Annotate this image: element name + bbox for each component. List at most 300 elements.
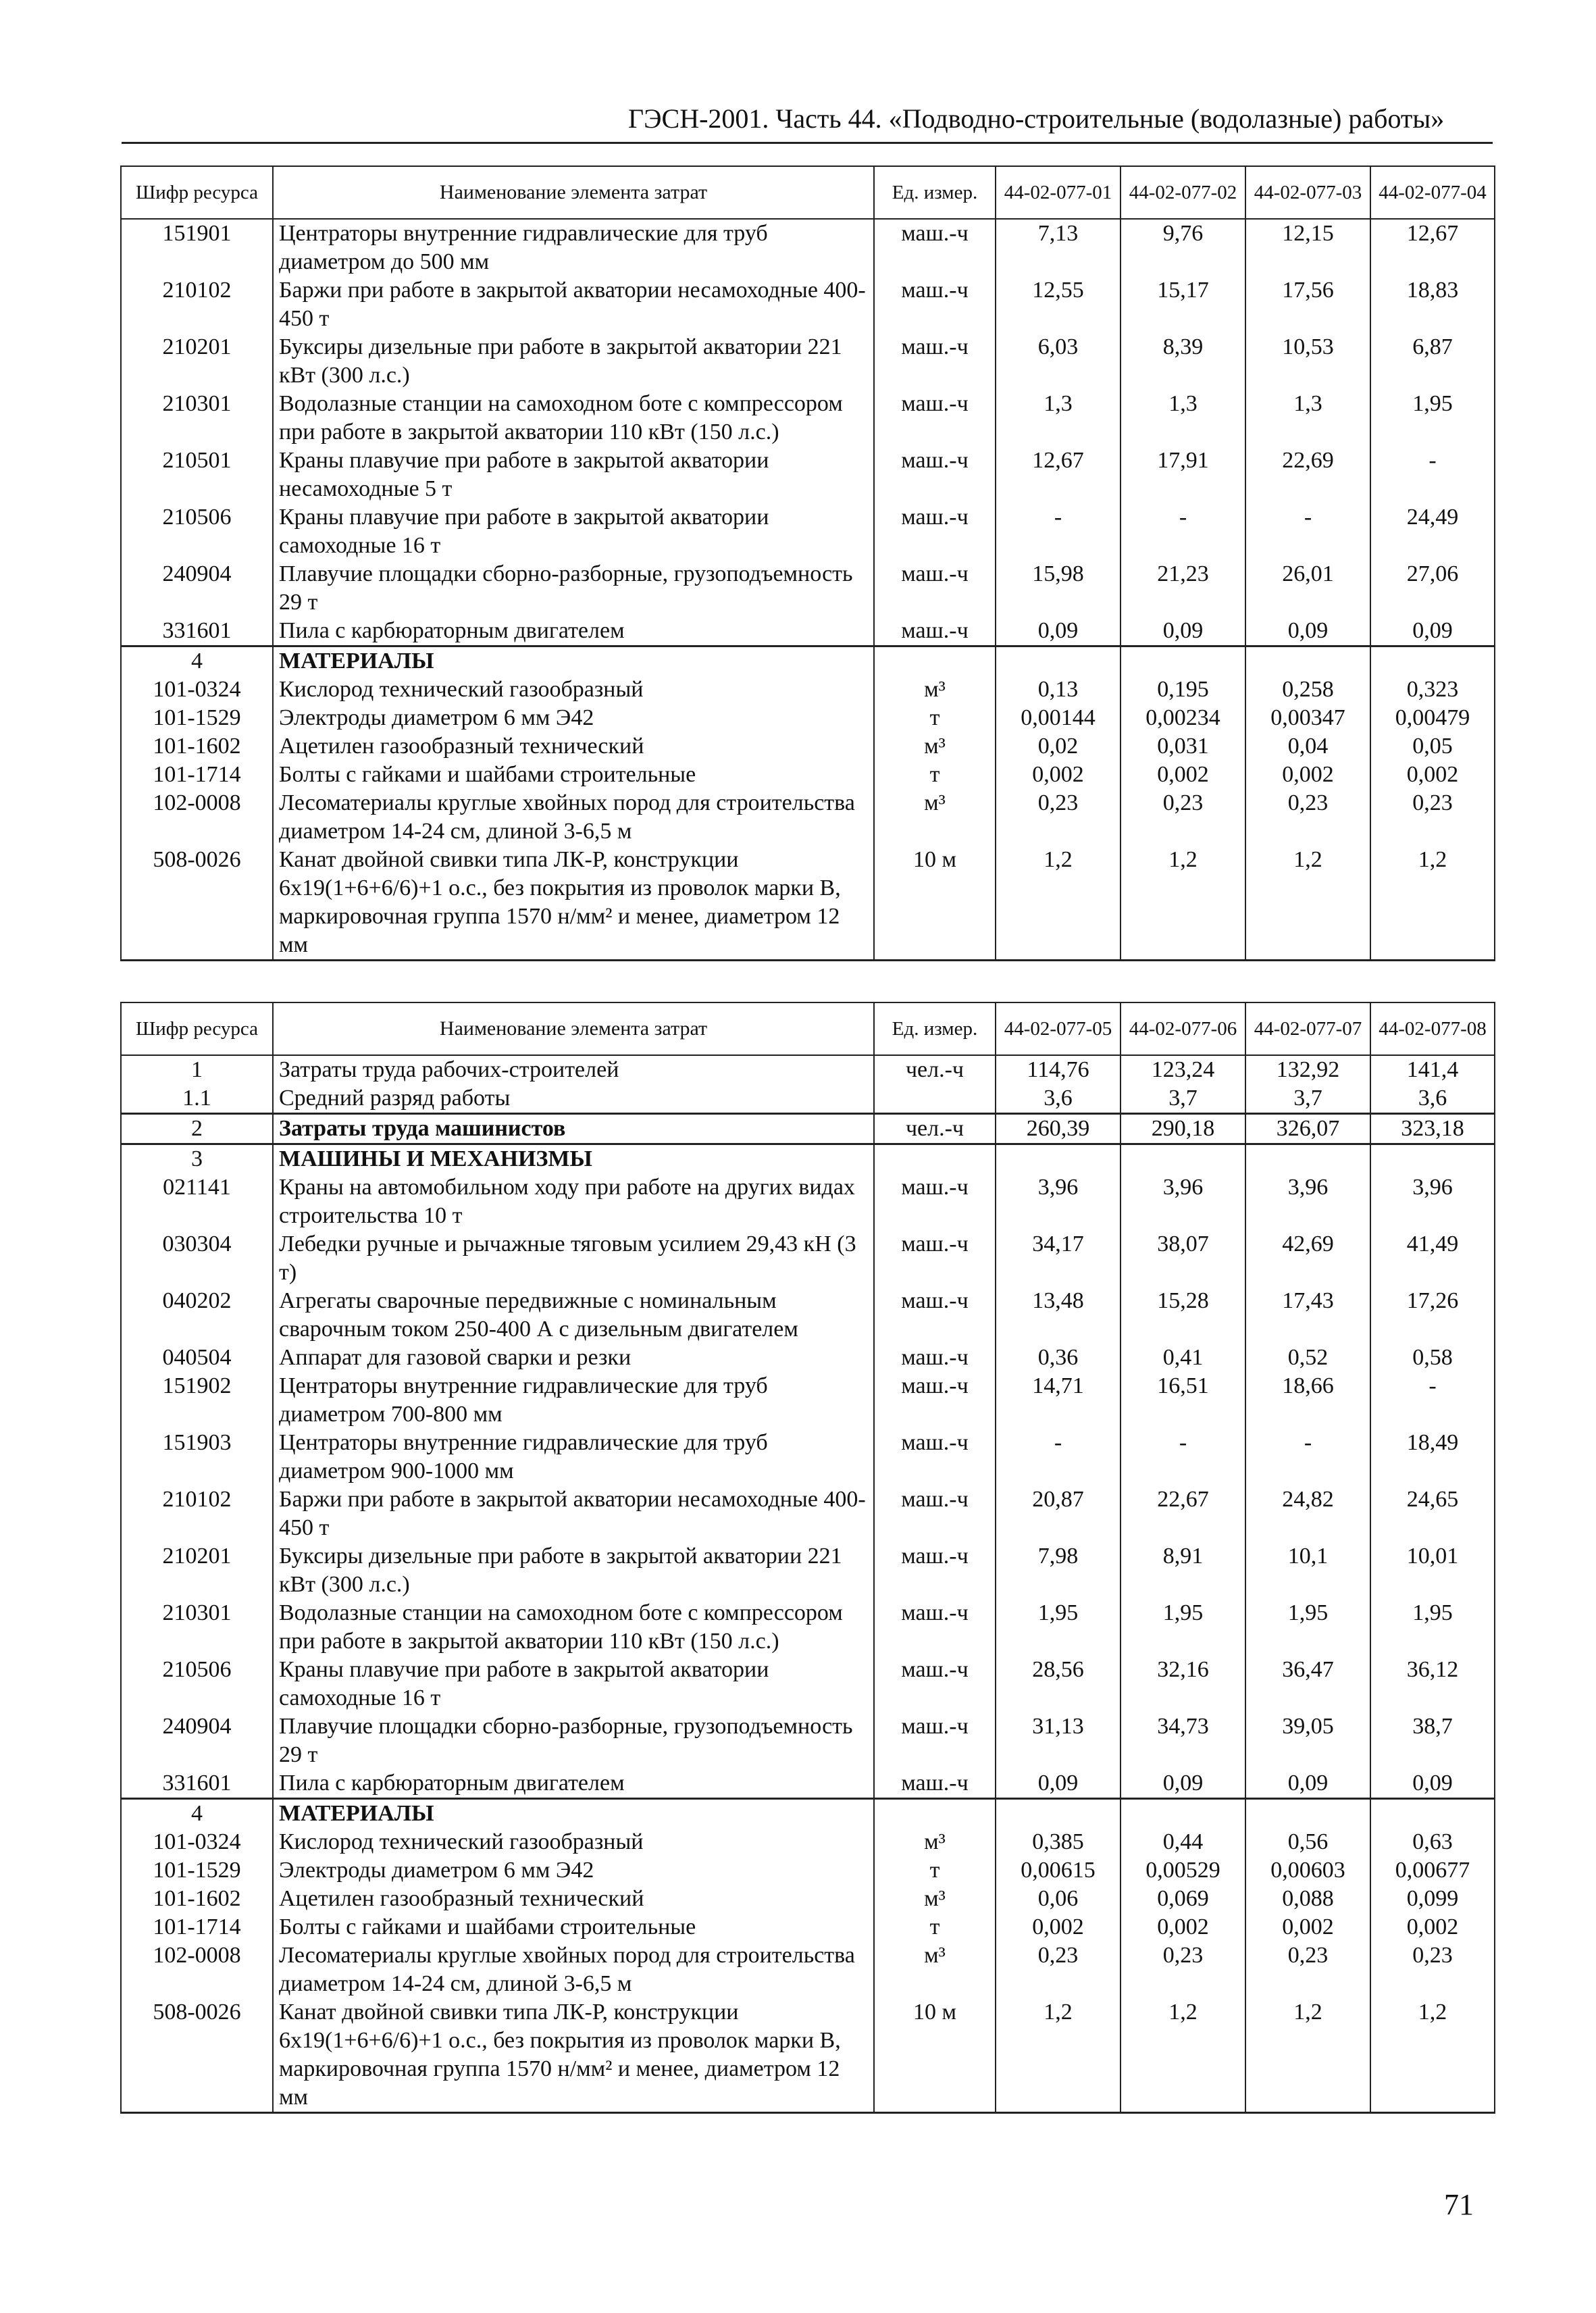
value-cell: 6,87 — [1370, 333, 1495, 390]
value-cell: 0,09 — [1245, 617, 1370, 646]
value-cell: 8,91 — [1121, 1542, 1245, 1599]
value-cell: 12,15 — [1245, 219, 1370, 276]
value-cell: - — [996, 503, 1121, 560]
value-cell: 24,65 — [1370, 1485, 1495, 1542]
table-row — [121, 761, 1495, 789]
value-cell: 1,95 — [1121, 1599, 1245, 1656]
value-cell: 0,23 — [1370, 1941, 1495, 1998]
header-name: Наименование элемента затрат — [273, 1002, 874, 1055]
unit-cell: маш.-ч — [874, 503, 996, 560]
value-cell: 15,17 — [1121, 276, 1245, 333]
resource-code-cell: 508-0026 — [121, 1998, 273, 2113]
value-cell: 17,91 — [1121, 447, 1245, 503]
value-cell: 3,7 — [1245, 1084, 1370, 1114]
value-cell: 34,73 — [1121, 1712, 1245, 1769]
resource-code-cell: 040504 — [121, 1344, 273, 1372]
unit-cell: т — [874, 1913, 996, 1941]
resource-code-cell: 1 — [121, 1055, 273, 1084]
value-cell: - — [1370, 447, 1495, 503]
value-cell: 18,66 — [1245, 1372, 1370, 1429]
value-cell: 1,95 — [1370, 390, 1495, 447]
value-cell: 3,96 — [1370, 1173, 1495, 1230]
table-row — [121, 1084, 1495, 1114]
resource-code-cell: 210102 — [121, 276, 273, 333]
header-rule — [122, 142, 1493, 144]
value-cell: 0,52 — [1245, 1344, 1370, 1372]
unit-cell: маш.-ч — [874, 276, 996, 333]
value-cell: 123,24 — [1121, 1055, 1245, 1084]
unit-cell: т — [874, 704, 996, 732]
table-row — [121, 1287, 1495, 1344]
value-cell: 0,56 — [1245, 1828, 1370, 1856]
table-row — [121, 1828, 1495, 1856]
resource-name-cell: Лесоматериалы круглые хвойных пород для строительства диаметром 14-24 см, длиной 3-6,5 м — [273, 1941, 874, 1998]
resource-name-cell: Ацетилен газообразный технический — [273, 1885, 874, 1913]
value-cell: 24,49 — [1370, 503, 1495, 560]
unit-cell: маш.-ч — [874, 390, 996, 447]
value-cell — [996, 646, 1121, 676]
resource-name-cell: Ацетилен газообразный технический — [273, 732, 874, 761]
value-cell: 1,2 — [1121, 846, 1245, 961]
resource-code-cell: 101-1529 — [121, 704, 273, 732]
resource-table-1 — [120, 166, 1495, 961]
value-cell: 0,002 — [1370, 761, 1495, 789]
resource-name-cell: Водолазные станции на самоходном боте с компрессором при работе в закрытой акватории 110 кВт (150 л.с.) — [273, 390, 874, 447]
resource-name-cell: МАТЕРИАЛЫ — [273, 1799, 874, 1829]
header-col-3: 44-02-077-03 — [1245, 166, 1370, 219]
resource-name-cell: Агрегаты сварочные передвижные с номинальным сварочным током 250-400 А с дизельным двигателем — [273, 1287, 874, 1344]
resource-name-cell: Центраторы внутренние гидравлические для труб диаметром 700-800 мм — [273, 1372, 874, 1429]
header-code: Шифр ресурса — [121, 1002, 273, 1055]
value-cell: - — [1121, 503, 1245, 560]
value-cell: 0,09 — [1370, 617, 1495, 646]
table-row — [121, 276, 1495, 333]
unit-cell: маш.-ч — [874, 1485, 996, 1542]
resource-name-cell: Центраторы внутренние гидравлические для труб диаметром до 500 мм — [273, 219, 874, 276]
value-cell: 0,00677 — [1370, 1856, 1495, 1885]
resource-name-cell: Аппарат для газовой сварки и резки — [273, 1344, 874, 1372]
unit-cell — [874, 1144, 996, 1174]
section-row — [121, 1144, 1495, 1174]
table-row — [121, 390, 1495, 447]
value-cell: 326,07 — [1245, 1114, 1370, 1144]
table-row — [121, 1055, 1495, 1084]
resource-code-cell: 101-1602 — [121, 1885, 273, 1913]
value-cell: 31,13 — [996, 1712, 1121, 1769]
value-cell: 132,92 — [1245, 1055, 1370, 1084]
resource-name-cell: Кислород технический газообразный — [273, 676, 874, 704]
value-cell — [1245, 646, 1370, 676]
header-code: Шифр ресурса — [121, 166, 273, 219]
value-cell: 0,09 — [996, 617, 1121, 646]
value-cell: 0,13 — [996, 676, 1121, 704]
value-cell: 0,09 — [1121, 1769, 1245, 1799]
value-cell: 3,6 — [996, 1084, 1121, 1114]
unit-cell: м³ — [874, 1885, 996, 1913]
resource-name-cell: Краны плавучие при работе в закрытой акватории несамоходные 5 т — [273, 447, 874, 503]
value-cell — [1245, 1799, 1370, 1829]
resource-code-cell: 331601 — [121, 1769, 273, 1799]
value-cell: 0,63 — [1370, 1828, 1495, 1856]
resource-name-cell: Краны плавучие при работе в закрытой акватории самоходные 16 т — [273, 1656, 874, 1712]
value-cell: 290,18 — [1121, 1114, 1245, 1144]
value-cell: 3,7 — [1121, 1084, 1245, 1114]
value-cell: 32,16 — [1121, 1656, 1245, 1712]
page-header: ГЭСН-2001. Часть 44. «Подводно-строительные (водолазные) работы» — [628, 103, 1445, 134]
value-cell: 0,002 — [1121, 1913, 1245, 1941]
value-cell: 0,04 — [1245, 732, 1370, 761]
value-cell: 3,96 — [996, 1173, 1121, 1230]
value-cell: 0,385 — [996, 1828, 1121, 1856]
resource-name-cell: Электроды диаметром 6 мм Э42 — [273, 1856, 874, 1885]
value-cell: 0,23 — [1370, 789, 1495, 846]
resource-code-cell: 151901 — [121, 219, 273, 276]
section-row — [121, 1799, 1495, 1829]
table-row — [121, 1542, 1495, 1599]
table-row — [121, 1599, 1495, 1656]
value-cell: 12,67 — [996, 447, 1121, 503]
value-cell: 16,51 — [1121, 1372, 1245, 1429]
value-cell: 114,76 — [996, 1055, 1121, 1084]
resource-name-cell: Плавучие площадки сборно-разборные, грузоподъемность 29 т — [273, 1712, 874, 1769]
table-body — [121, 1055, 1495, 2113]
unit-cell: маш.-ч — [874, 1230, 996, 1287]
value-cell: 0,09 — [1370, 1769, 1495, 1799]
value-cell: 0,00234 — [1121, 704, 1245, 732]
value-cell: 0,00347 — [1245, 704, 1370, 732]
table-row — [121, 846, 1495, 961]
table-row — [121, 560, 1495, 617]
resource-code-cell: 021141 — [121, 1173, 273, 1230]
resource-name-cell: Канат двойной свивки типа ЛК-Р, конструкции 6х19(1+6+6/6)+1 о.с., без покрытия из проволок марки В, маркировочная группа 1570 н/мм² и менее, диаметром 12 мм — [273, 1998, 874, 2113]
unit-cell: маш.-ч — [874, 219, 996, 276]
table-row — [121, 1998, 1495, 2113]
value-cell: 15,28 — [1121, 1287, 1245, 1344]
value-cell: 9,76 — [1121, 219, 1245, 276]
resource-code-cell: 4 — [121, 646, 273, 676]
value-cell: 21,23 — [1121, 560, 1245, 617]
value-cell: 1,2 — [1245, 846, 1370, 961]
resource-name-cell: Пила с карбюраторным двигателем — [273, 617, 874, 646]
value-cell — [1245, 1144, 1370, 1174]
table-row — [121, 219, 1495, 276]
unit-cell: 10 м — [874, 1998, 996, 2113]
table-row — [121, 1372, 1495, 1429]
value-cell: 1,95 — [1370, 1599, 1495, 1656]
value-cell: 6,03 — [996, 333, 1121, 390]
header-col-4: 44-02-077-04 — [1370, 166, 1495, 219]
table-row — [121, 1913, 1495, 1941]
value-cell: - — [1245, 1429, 1370, 1485]
value-cell — [1370, 646, 1495, 676]
value-cell — [996, 1144, 1121, 1174]
value-cell: - — [1245, 503, 1370, 560]
value-cell: 12,55 — [996, 276, 1121, 333]
value-cell: 0,23 — [996, 1941, 1121, 1998]
unit-cell — [874, 1084, 996, 1114]
value-cell: 0,00479 — [1370, 704, 1495, 732]
resource-code-cell: 040202 — [121, 1287, 273, 1344]
header-col-3: 44-02-077-07 — [1245, 1002, 1370, 1055]
unit-cell: маш.-ч — [874, 1712, 996, 1769]
resource-name-cell: Центраторы внутренние гидравлические для труб диаметром 900-1000 мм — [273, 1429, 874, 1485]
resource-name-cell: Водолазные станции на самоходном боте с компрессором при работе в закрытой акватории 110 кВт (150 л.с.) — [273, 1599, 874, 1656]
resource-code-cell: 101-1529 — [121, 1856, 273, 1885]
unit-cell: т — [874, 1856, 996, 1885]
value-cell: 0,06 — [996, 1885, 1121, 1913]
unit-cell: маш.-ч — [874, 617, 996, 646]
value-cell: 1,2 — [1370, 846, 1495, 961]
value-cell: 0,41 — [1121, 1344, 1245, 1372]
value-cell: 10,53 — [1245, 333, 1370, 390]
value-cell: 1,95 — [1245, 1599, 1370, 1656]
value-cell: 3,96 — [1121, 1173, 1245, 1230]
resource-name-cell: Лебедки ручные и рычажные тяговым усилием 29,43 кН (3 т) — [273, 1230, 874, 1287]
unit-cell: маш.-ч — [874, 447, 996, 503]
header-col-1: 44-02-077-05 — [996, 1002, 1121, 1055]
table-row — [121, 1941, 1495, 1998]
unit-cell: маш.-ч — [874, 1344, 996, 1372]
resource-name-cell: МАШИНЫ И МЕХАНИЗМЫ — [273, 1144, 874, 1174]
table-row — [121, 1429, 1495, 1485]
resource-name-cell: Болты с гайками и шайбами строительные — [273, 761, 874, 789]
resource-name-cell: Канат двойной свивки типа ЛК-Р, конструкции 6х19(1+6+6/6)+1 о.с., без покрытия из проволок марки В, маркировочная группа 1570 н/мм² и менее, диаметром 12 мм — [273, 846, 874, 961]
value-cell: 1,95 — [996, 1599, 1121, 1656]
value-cell: 15,98 — [996, 560, 1121, 617]
value-cell: 41,49 — [1370, 1230, 1495, 1287]
unit-cell: м³ — [874, 789, 996, 846]
table-header-row — [121, 1002, 1495, 1055]
resource-code-cell: 2 — [121, 1114, 273, 1144]
resource-code-cell: 3 — [121, 1144, 273, 1174]
value-cell: 39,05 — [1245, 1712, 1370, 1769]
value-cell: 0,09 — [996, 1769, 1121, 1799]
value-cell: 22,67 — [1121, 1485, 1245, 1542]
resource-code-cell: 210301 — [121, 390, 273, 447]
value-cell: 0,02 — [996, 732, 1121, 761]
header-col-4: 44-02-077-08 — [1370, 1002, 1495, 1055]
value-cell: 12,67 — [1370, 219, 1495, 276]
value-cell: 17,43 — [1245, 1287, 1370, 1344]
resource-code-cell: 210501 — [121, 447, 273, 503]
value-cell: 0,09 — [1121, 617, 1245, 646]
value-cell: 10,01 — [1370, 1542, 1495, 1599]
value-cell — [1370, 1799, 1495, 1829]
value-cell: 7,98 — [996, 1542, 1121, 1599]
value-cell: 17,26 — [1370, 1287, 1495, 1344]
value-cell: 14,71 — [996, 1372, 1121, 1429]
value-cell: 141,4 — [1370, 1055, 1495, 1084]
resource-name-cell: Кислород технический газообразный — [273, 1828, 874, 1856]
value-cell: 1,2 — [1121, 1998, 1245, 2113]
value-cell: 27,06 — [1370, 560, 1495, 617]
table-row — [121, 617, 1495, 646]
value-cell: 0,195 — [1121, 676, 1245, 704]
value-cell: 0,002 — [996, 1913, 1121, 1941]
value-cell: 0,069 — [1121, 1885, 1245, 1913]
value-cell: 1,3 — [1245, 390, 1370, 447]
value-cell: 34,17 — [996, 1230, 1121, 1287]
unit-cell — [874, 1799, 996, 1829]
unit-cell: маш.-ч — [874, 1656, 996, 1712]
unit-cell: чел.-ч — [874, 1114, 996, 1144]
value-cell: 0,44 — [1121, 1828, 1245, 1856]
table-row — [121, 1485, 1495, 1542]
resource-name-cell: МАТЕРИАЛЫ — [273, 646, 874, 676]
value-cell: 38,07 — [1121, 1230, 1245, 1287]
value-cell: 10,1 — [1245, 1542, 1370, 1599]
value-cell: 1,3 — [1121, 390, 1245, 447]
unit-cell: м³ — [874, 1828, 996, 1856]
table-row — [121, 1712, 1495, 1769]
unit-cell: маш.-ч — [874, 333, 996, 390]
resource-code-cell: 151902 — [121, 1372, 273, 1429]
table-row — [121, 447, 1495, 503]
value-cell: 0,002 — [1245, 761, 1370, 789]
value-cell: 20,87 — [996, 1485, 1121, 1542]
value-cell: 1,2 — [996, 846, 1121, 961]
value-cell: 323,18 — [1370, 1114, 1495, 1144]
value-cell: 0,05 — [1370, 732, 1495, 761]
header-unit: Ед. измер. — [874, 166, 996, 219]
resource-code-cell: 101-1602 — [121, 732, 273, 761]
table-row — [121, 1769, 1495, 1799]
table-row — [121, 789, 1495, 846]
table-row — [121, 333, 1495, 390]
resource-name-cell: Затраты труда рабочих-строителей — [273, 1055, 874, 1084]
unit-cell: маш.-ч — [874, 560, 996, 617]
resource-name-cell: Пила с карбюраторным двигателем — [273, 1769, 874, 1799]
resource-code-cell: 210506 — [121, 1656, 273, 1712]
value-cell: 260,39 — [996, 1114, 1121, 1144]
value-cell — [1121, 1799, 1245, 1829]
value-cell: 3,6 — [1370, 1084, 1495, 1114]
value-cell: 8,39 — [1121, 333, 1245, 390]
value-cell: 0,00144 — [996, 704, 1121, 732]
resource-name-cell: Лесоматериалы круглые хвойных пород для строительства диаметром 14-24 см, длиной 3-6,5 м — [273, 789, 874, 846]
resource-table-2 — [120, 1002, 1495, 2114]
resource-code-cell: 331601 — [121, 617, 273, 646]
value-cell: 0,002 — [1370, 1913, 1495, 1941]
section-row — [121, 646, 1495, 676]
table-row — [121, 1856, 1495, 1885]
resource-code-cell: 210201 — [121, 1542, 273, 1599]
value-cell: - — [1121, 1429, 1245, 1485]
value-cell: 26,01 — [1245, 560, 1370, 617]
value-cell: 0,23 — [1121, 1941, 1245, 1998]
table-row — [121, 1656, 1495, 1712]
value-cell: 1,2 — [1370, 1998, 1495, 2113]
table-row — [121, 676, 1495, 704]
resource-code-cell: 210506 — [121, 503, 273, 560]
unit-cell: м³ — [874, 1941, 996, 1998]
value-cell: 0,23 — [996, 789, 1121, 846]
resource-name-cell: Болты с гайками и шайбами строительные — [273, 1913, 874, 1941]
value-cell: 42,69 — [1245, 1230, 1370, 1287]
value-cell — [996, 1799, 1121, 1829]
resource-name-cell: Баржи при работе в закрытой акватории несамоходные 400-450 т — [273, 1485, 874, 1542]
value-cell: 28,56 — [996, 1656, 1121, 1712]
table-row — [121, 704, 1495, 732]
unit-cell: маш.-ч — [874, 1542, 996, 1599]
page-number: 71 — [1444, 2188, 1474, 2221]
value-cell: 0,031 — [1121, 732, 1245, 761]
unit-cell: м³ — [874, 732, 996, 761]
value-cell: 36,47 — [1245, 1656, 1370, 1712]
value-cell: 18,49 — [1370, 1429, 1495, 1485]
resource-code-cell: 240904 — [121, 1712, 273, 1769]
resource-name-cell: Электроды диаметром 6 мм Э42 — [273, 704, 874, 732]
value-cell: 0,088 — [1245, 1885, 1370, 1913]
value-cell: 1,2 — [1245, 1998, 1370, 2113]
value-cell: 0,099 — [1370, 1885, 1495, 1913]
resource-code-cell: 4 — [121, 1799, 273, 1829]
value-cell: - — [996, 1429, 1121, 1485]
value-cell: 1,3 — [996, 390, 1121, 447]
value-cell: 0,23 — [1121, 789, 1245, 846]
value-cell — [1121, 646, 1245, 676]
unit-cell: маш.-ч — [874, 1599, 996, 1656]
table-row — [121, 732, 1495, 761]
value-cell: 7,13 — [996, 219, 1121, 276]
value-cell: 38,7 — [1370, 1712, 1495, 1769]
unit-cell: т — [874, 761, 996, 789]
resource-code-cell: 102-0008 — [121, 789, 273, 846]
unit-cell: чел.-ч — [874, 1055, 996, 1084]
value-cell: 0,36 — [996, 1344, 1121, 1372]
header-col-1: 44-02-077-01 — [996, 166, 1121, 219]
unit-cell: маш.-ч — [874, 1769, 996, 1799]
value-cell: 0,23 — [1245, 1941, 1370, 1998]
resource-name-cell: Краны плавучие при работе в закрытой акватории самоходные 16 т — [273, 503, 874, 560]
unit-cell: 10 м — [874, 846, 996, 961]
value-cell: 0,09 — [1245, 1769, 1370, 1799]
value-cell: - — [1370, 1372, 1495, 1429]
resource-code-cell: 102-0008 — [121, 1941, 273, 1998]
unit-cell: маш.-ч — [874, 1429, 996, 1485]
resource-code-cell: 210201 — [121, 333, 273, 390]
section-row — [121, 1114, 1495, 1144]
resource-code-cell: 101-1714 — [121, 1913, 273, 1941]
value-cell: 0,323 — [1370, 676, 1495, 704]
table-row — [121, 503, 1495, 560]
value-cell: 0,23 — [1245, 789, 1370, 846]
resource-name-cell: Буксиры дизельные при работе в закрытой акватории 221 кВт (300 л.с.) — [273, 333, 874, 390]
unit-cell: м³ — [874, 676, 996, 704]
table-row — [121, 1230, 1495, 1287]
table-row — [121, 1885, 1495, 1913]
value-cell: 18,83 — [1370, 276, 1495, 333]
resource-code-cell: 240904 — [121, 560, 273, 617]
value-cell: 22,69 — [1245, 447, 1370, 503]
unit-cell: маш.-ч — [874, 1372, 996, 1429]
table-header-row — [121, 166, 1495, 219]
resource-name-cell: Буксиры дизельные при работе в закрытой акватории 221 кВт (300 л.с.) — [273, 1542, 874, 1599]
resource-name-cell: Затраты труда машинистов — [273, 1114, 874, 1144]
value-cell: 0,258 — [1245, 676, 1370, 704]
value-cell: 13,48 — [996, 1287, 1121, 1344]
resource-code-cell: 030304 — [121, 1230, 273, 1287]
resource-code-cell: 508-0026 — [121, 846, 273, 961]
header-col-2: 44-02-077-02 — [1121, 166, 1245, 219]
header-unit: Ед. измер. — [874, 1002, 996, 1055]
value-cell: 17,56 — [1245, 276, 1370, 333]
resource-code-cell: 210301 — [121, 1599, 273, 1656]
header-name: Наименование элемента затрат — [273, 166, 874, 219]
table-row — [121, 1173, 1495, 1230]
unit-cell — [874, 646, 996, 676]
value-cell: 0,002 — [1245, 1913, 1370, 1941]
